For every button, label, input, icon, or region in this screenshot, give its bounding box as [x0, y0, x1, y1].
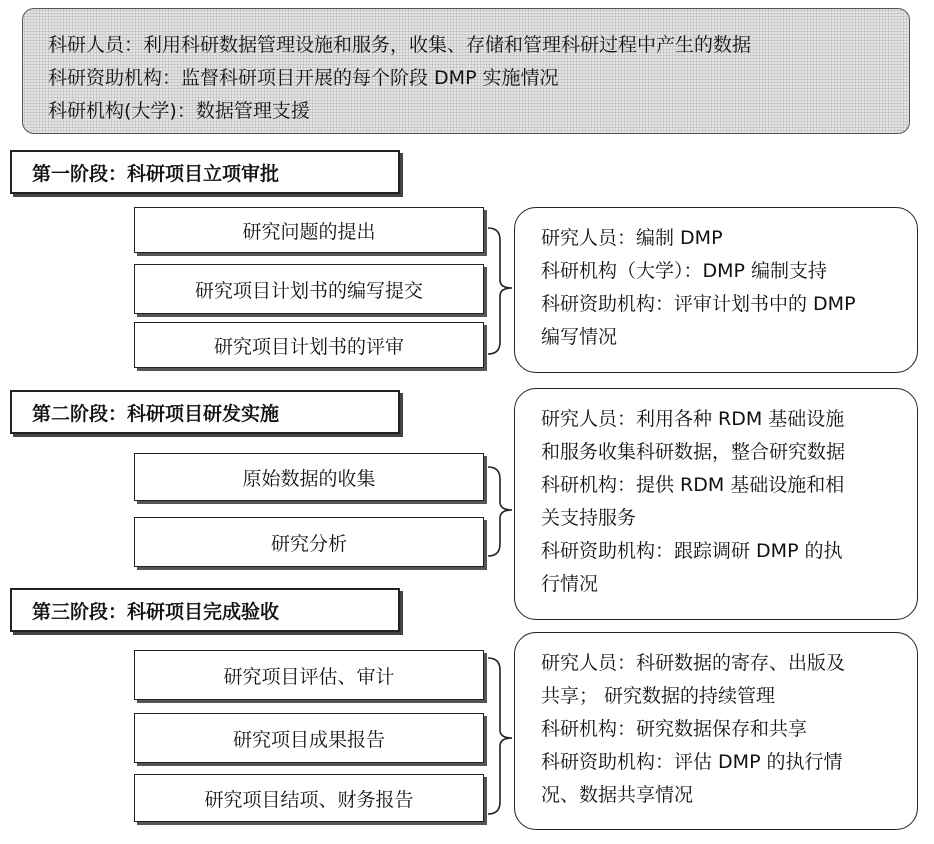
- note-line: 科研机构：提供 RDM 基础设施和相: [541, 474, 845, 496]
- step-label: 研究项目结项、财务报告: [204, 788, 414, 811]
- note-line: 科研资助机构：评审计划书中的 DMP: [541, 293, 856, 315]
- step-label: 研究项目计划书的编写提交: [194, 279, 423, 302]
- stage-2-step-2: [134, 517, 484, 567]
- stage-3-step-3: [134, 774, 484, 822]
- bracket-stage-2: [488, 467, 512, 556]
- stage-2-responsibilities: [514, 388, 918, 620]
- note-line: 共享； 研究数据的持续管理: [541, 685, 776, 707]
- stage-3-step-2: [134, 713, 484, 763]
- stage-1-step-1: [134, 207, 484, 253]
- stage-1-step-3: [134, 322, 484, 368]
- stage-2-title: 第二阶段：科研项目研发实施: [32, 402, 280, 425]
- stage-3-responsibilities: [514, 632, 918, 830]
- step-label: 研究项目评估、审计: [223, 665, 395, 688]
- note-line: 关支持服务: [541, 507, 637, 529]
- stage-3-step-1: [134, 650, 484, 700]
- step-label: 原始数据的收集: [242, 467, 376, 490]
- bracket-stage-1: [488, 228, 512, 354]
- note-line: 研究人员：编制 DMP: [541, 227, 723, 249]
- step-label: 研究项目计划书的评审: [213, 335, 404, 358]
- stage-2-step-1: [134, 453, 484, 501]
- summary-line-funders: 科研资助机构：监督科研项目开展的每个阶段 DMP 实施情况: [48, 67, 559, 89]
- bracket-stage-3: [488, 658, 512, 814]
- note-line: 科研机构：研究数据保存和共享: [541, 718, 808, 740]
- step-label: 研究问题的提出: [242, 220, 376, 243]
- note-line: 科研资助机构：评估 DMP 的执行情: [541, 751, 843, 773]
- note-line: 行情况: [541, 573, 599, 595]
- note-line: 编写情况: [541, 326, 618, 348]
- stage-3-header: [10, 588, 400, 632]
- stage-3-title: 第三阶段：科研项目完成验收: [32, 600, 280, 623]
- note-line: 科研资助机构：跟踪调研 DMP 的执: [541, 540, 843, 562]
- note-line: 研究人员：科研数据的寄存、出版及: [541, 652, 846, 674]
- step-label: 研究项目成果报告: [232, 728, 385, 751]
- note-line: 和服务收集科研数据，整合研究数据: [541, 441, 846, 463]
- stage-1-responsibilities: [514, 207, 918, 373]
- note-line: 科研机构（大学）：DMP 编制支持: [541, 260, 828, 282]
- stage-1-title: 第一阶段：科研项目立项审批: [32, 162, 280, 185]
- step-label: 研究分析: [270, 532, 347, 555]
- stage-1-step-2: [134, 264, 484, 314]
- note-line: 研究人员：利用各种 RDM 基础设施: [541, 408, 845, 430]
- stage-1-header: [10, 150, 400, 194]
- summary-line-institutions: 科研机构(大学)：数据管理支援: [48, 100, 310, 122]
- note-line: 况、数据共享情况: [541, 784, 694, 806]
- summary-line-researchers: 科研人员：利用科研数据管理设施和服务，收集、存储和管理科研过程中产生的数据: [48, 34, 752, 56]
- stage-2-header: [10, 390, 400, 434]
